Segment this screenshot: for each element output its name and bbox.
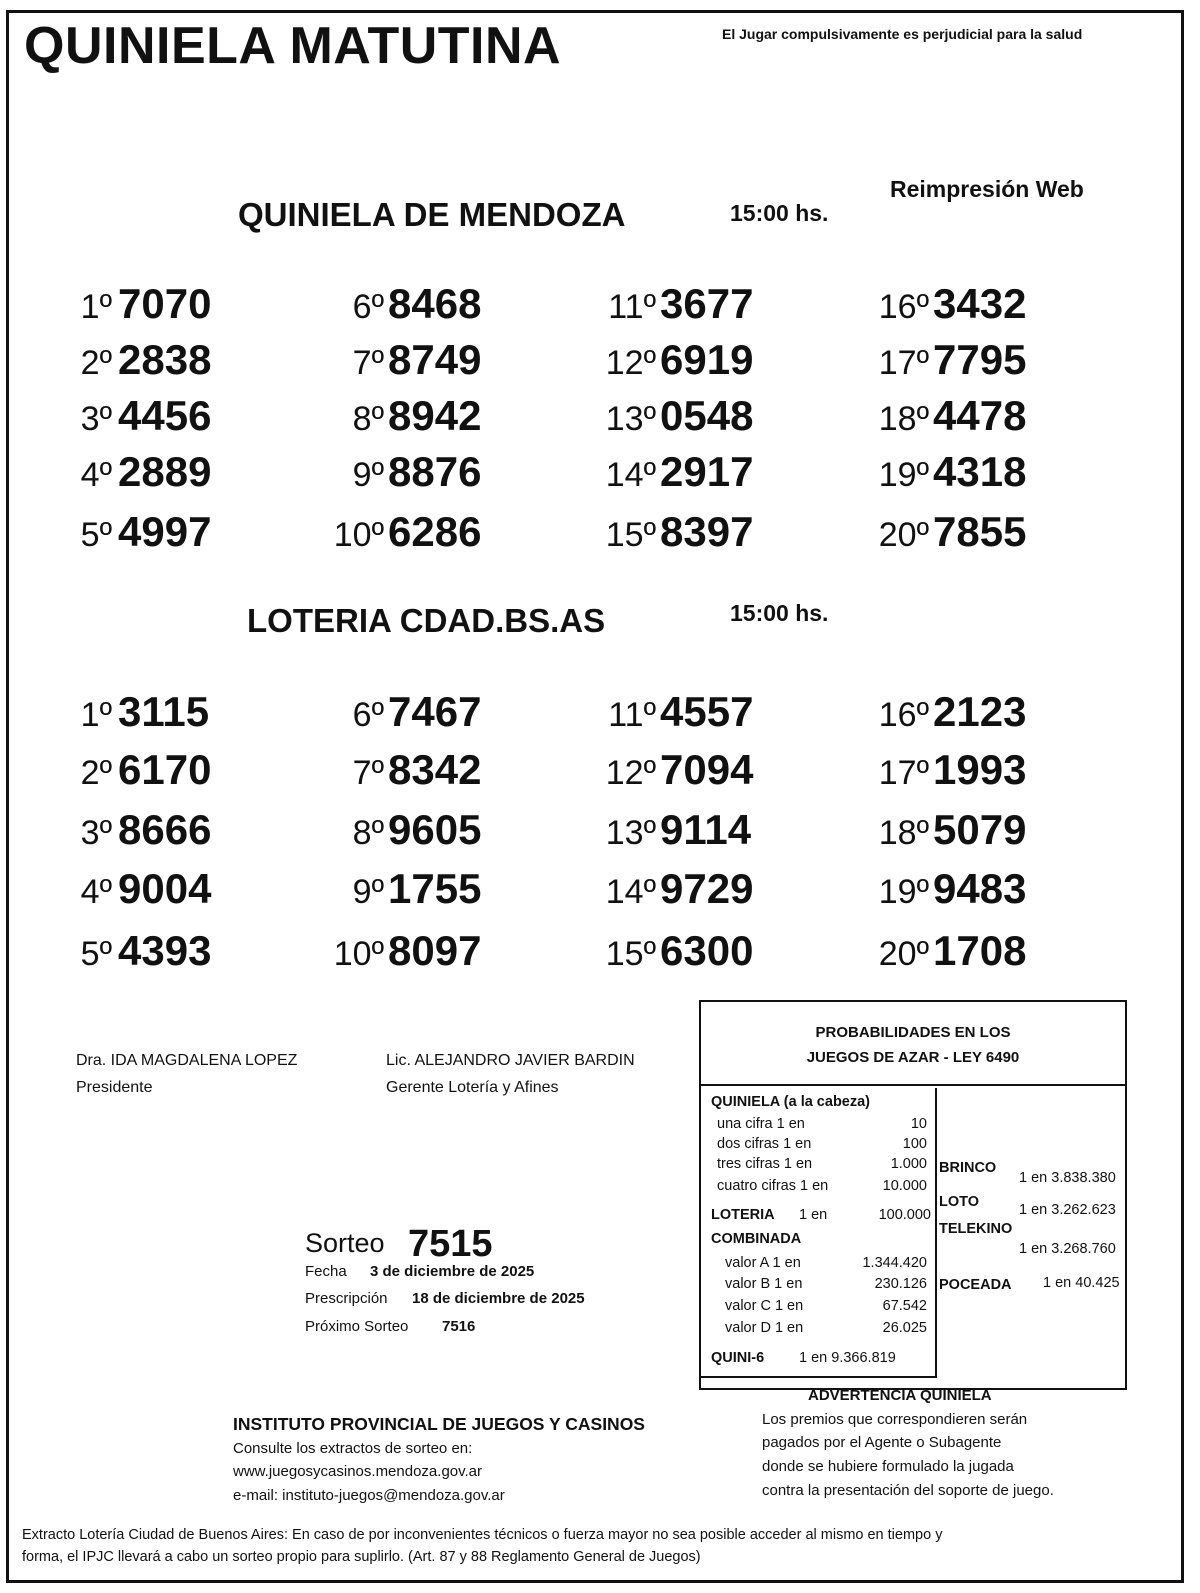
result-position: 15º (605, 516, 656, 554)
institute-consult-line: Consulte los extractos de sorteo en: (233, 1440, 473, 1457)
result-position: 14º (605, 456, 656, 494)
result-position: 1º (80, 696, 112, 734)
footer-note-line1: Extracto Lotería Ciudad de Buenos Aires: En caso de por inconvenientes técnicos o fuerza mayor no sea posible acceder al mismo en tiempo y (22, 1527, 943, 1543)
result-position: 4º (80, 873, 112, 911)
result-number: 4393 (118, 927, 212, 974)
combinada-prob-value: 26.025 (882, 1320, 927, 1336)
result-position: 5º (80, 516, 112, 554)
result-position: 9º (352, 456, 384, 494)
result-number: 4557 (660, 688, 754, 735)
result-position: 3º (80, 814, 112, 852)
health-warning: El Jugar compulsivamente es perjudicial para la salud (722, 26, 1083, 42)
result-position: 18º (878, 400, 929, 438)
combinada-prob-label: valor A 1 en (725, 1255, 801, 1271)
institute-name: INSTITUTO PROVINCIAL DE JUEGOS Y CASINOS (233, 1414, 645, 1434)
quiniela-prob-title: QUINIELA (a la cabeza) (711, 1094, 871, 1110)
page-title: QUINIELA MATUTINA (24, 17, 562, 75)
result-position: 17º (878, 754, 929, 792)
result-position: 8º (352, 400, 384, 438)
fecha-label: Fecha (305, 1263, 347, 1280)
result-position: 2º (80, 754, 112, 792)
quini6-prob-value: 1 en 9.366.819 (799, 1350, 896, 1366)
advertencia-line: contra la presentación del soporte de juego. (762, 1482, 1054, 1499)
quiniela-prob-value: 100 (902, 1136, 927, 1152)
result-number: 9004 (118, 865, 212, 912)
result-position: 12º (605, 754, 656, 792)
institute-email-link[interactable]: e-mail: instituto-juegos@mendoza.gov.ar (233, 1487, 505, 1504)
proximo-label: Próximo Sorteo (305, 1318, 409, 1335)
result-number: 7795 (933, 336, 1027, 383)
quiniela-prob-value: 10.000 (882, 1178, 927, 1194)
signature-name-manager: Lic. ALEJANDRO JAVIER BARDIN (386, 1052, 635, 1069)
result-number: 2838 (118, 336, 212, 383)
result-position: 17º (878, 344, 929, 382)
result-number: 2123 (933, 688, 1027, 735)
signature-role-manager: Gerente Lotería y Afines (386, 1079, 559, 1096)
probabilities-header (701, 1002, 1125, 1086)
combinada-prob-value: 67.542 (882, 1298, 927, 1314)
result-cell (0, 392, 1200, 448)
result-number: 1993 (933, 746, 1027, 793)
result-position: 13º (605, 814, 656, 852)
telekino-prob-label: TELEKINO (939, 1221, 1013, 1237)
combinada-prob-label: valor D 1 en (725, 1320, 804, 1336)
result-number: 8749 (388, 336, 482, 383)
result-number: 8468 (388, 280, 482, 327)
result-number: 2889 (118, 448, 212, 495)
result-cell (0, 508, 1200, 564)
quiniela-prob-label: dos cifras 1 en (717, 1136, 812, 1152)
result-number: 8666 (118, 806, 212, 853)
result-position: 6º (352, 288, 384, 326)
result-number: 2917 (660, 448, 754, 495)
result-position: 20º (878, 935, 929, 973)
result-position: 15º (605, 935, 656, 973)
result-position: 1º (80, 288, 112, 326)
result-cell (0, 688, 1200, 744)
brinco-prob-label: BRINCO (939, 1160, 997, 1176)
combinada-prob-label: valor B 1 en (725, 1276, 803, 1292)
result-number: 3115 (118, 688, 210, 735)
result-position: 13º (605, 400, 656, 438)
result-number: 3677 (660, 280, 754, 327)
quiniela-prob-value: 10 (910, 1116, 927, 1132)
result-position: 9º (352, 873, 384, 911)
result-number: 6286 (388, 508, 482, 555)
result-number: 1708 (933, 927, 1027, 974)
result-number: 6300 (660, 927, 754, 974)
result-position: 19º (878, 873, 929, 911)
result-position: 7º (352, 344, 384, 382)
result-number: 4318 (933, 448, 1027, 495)
brinco-prob-value: 1 en 3.838.380 (1019, 1170, 1116, 1186)
sorteo-number: 7515 (408, 1223, 493, 1265)
result-position: 2º (80, 344, 112, 382)
result-cell (0, 927, 1200, 983)
signature-name-president: Dra. IDA MAGDALENA LOPEZ (76, 1052, 298, 1069)
result-position: 4º (80, 456, 112, 494)
quiniela-prob-label: tres cifras 1 en (717, 1156, 813, 1172)
loto-prob-label: LOTO (939, 1194, 980, 1210)
institute-website-link[interactable]: www.juegosycasinos.mendoza.gov.ar (233, 1463, 483, 1480)
result-position: 8º (352, 814, 384, 852)
signature-role-president: Presidente (76, 1079, 153, 1096)
sorteo-label: Sorteo (305, 1228, 385, 1258)
advertencia-title: ADVERTENCIA QUINIELA (808, 1387, 992, 1404)
loteria-prob-value: 100.000 (878, 1207, 931, 1223)
result-number: 6919 (660, 336, 754, 383)
result-number: 4456 (118, 392, 212, 439)
result-cell (0, 280, 1200, 336)
result-number: 9605 (388, 806, 482, 853)
result-number: 8342 (388, 746, 482, 793)
prescripcion-value: 18 de diciembre de 2025 (412, 1290, 585, 1307)
result-number: 7070 (118, 280, 212, 327)
result-position: 11º (608, 288, 656, 326)
result-cell (0, 336, 1200, 392)
result-position: 11º (608, 696, 656, 734)
fecha-value: 3 de diciembre de 2025 (370, 1263, 535, 1280)
probabilities-header-line1: PROBABILIDADES EN LOS (815, 1024, 1011, 1041)
combinada-prob-label: valor C 1 en (725, 1298, 804, 1314)
result-number: 6170 (118, 746, 212, 793)
loto-prob-value: 1 en 3.262.623 (1019, 1202, 1116, 1218)
combinada-prob-value: 1.344.420 (862, 1255, 927, 1271)
reprint-label: Reimpresión Web (890, 176, 1084, 202)
quiniela-prob-label: cuatro cifras 1 en (717, 1178, 829, 1194)
telekino-prob-value: 1 en 3.268.760 (1019, 1241, 1116, 1257)
footer-note-line2: forma, el IPJC llevará a cabo un sorteo propio para suplirlo. (Art. 87 y 88 Reglamento General de Juegos) (22, 1549, 701, 1565)
result-number: 8397 (660, 508, 754, 555)
loteria-prob-mid: 1 en (799, 1207, 828, 1223)
section-title-loteria: LOTERIA CDAD.BS.AS (247, 602, 606, 639)
result-position: 10º (333, 935, 384, 973)
result-position: 16º (878, 696, 929, 734)
combinada-prob-value: 230.126 (874, 1276, 927, 1292)
section-title-mendoza: QUINIELA DE MENDOZA (238, 196, 626, 233)
result-number: 7855 (933, 508, 1027, 555)
result-cell (0, 806, 1200, 862)
quiniela-prob-value: 1.000 (890, 1156, 927, 1172)
result-number: 5079 (933, 806, 1027, 853)
result-position: 18º (878, 814, 929, 852)
result-cell (0, 746, 1200, 802)
result-number: 0548 (660, 392, 754, 439)
quiniela-prob-label: una cifra 1 en (717, 1116, 805, 1132)
result-number: 1755 (388, 865, 482, 912)
result-number: 9114 (660, 806, 752, 853)
result-position: 5º (80, 935, 112, 973)
result-number: 3432 (933, 280, 1027, 327)
poceada-prob-value: 1 en 40.425 (1043, 1275, 1120, 1291)
advertencia-line: donde se hubiere formulado la jugada (762, 1458, 1014, 1475)
result-number: 9483 (933, 865, 1027, 912)
result-position: 3º (80, 400, 112, 438)
loteria-prob-label: LOTERIA (711, 1207, 775, 1223)
result-number: 8942 (388, 392, 482, 439)
prescripcion-label: Prescripción (305, 1290, 388, 1307)
result-position: 6º (352, 696, 384, 734)
poceada-prob-label: POCEADA (939, 1277, 1012, 1293)
result-number: 7467 (388, 688, 482, 735)
result-number: 4478 (933, 392, 1027, 439)
advertencia-line: Los premios que correspondieren serán (762, 1411, 1028, 1428)
probabilities-header-line2: JUEGOS DE AZAR - LEY 6490 (806, 1049, 1020, 1066)
result-number: 7094 (660, 746, 754, 793)
probabilities-box (699, 1000, 1127, 1390)
result-cell (0, 865, 1200, 921)
proximo-value: 7516 (442, 1318, 476, 1335)
result-position: 19º (878, 456, 929, 494)
result-number: 9729 (660, 865, 754, 912)
result-position: 12º (605, 344, 656, 382)
result-number: 4997 (118, 508, 212, 555)
result-number: 8097 (388, 927, 482, 974)
quini6-prob-label: QUINI-6 (711, 1350, 765, 1366)
result-position: 7º (352, 754, 384, 792)
combinada-prob-title: COMBINADA (711, 1231, 802, 1247)
result-position: 14º (605, 873, 656, 911)
section-time-mendoza: 15:00 hs. (730, 200, 829, 226)
result-position: 20º (878, 516, 929, 554)
result-number: 8876 (388, 448, 482, 495)
result-position: 10º (333, 516, 384, 554)
result-cell (0, 448, 1200, 504)
section-time-loteria: 15:00 hs. (730, 600, 829, 626)
advertencia-line: pagados por el Agente o Subagente (762, 1434, 1002, 1451)
result-position: 16º (878, 288, 929, 326)
